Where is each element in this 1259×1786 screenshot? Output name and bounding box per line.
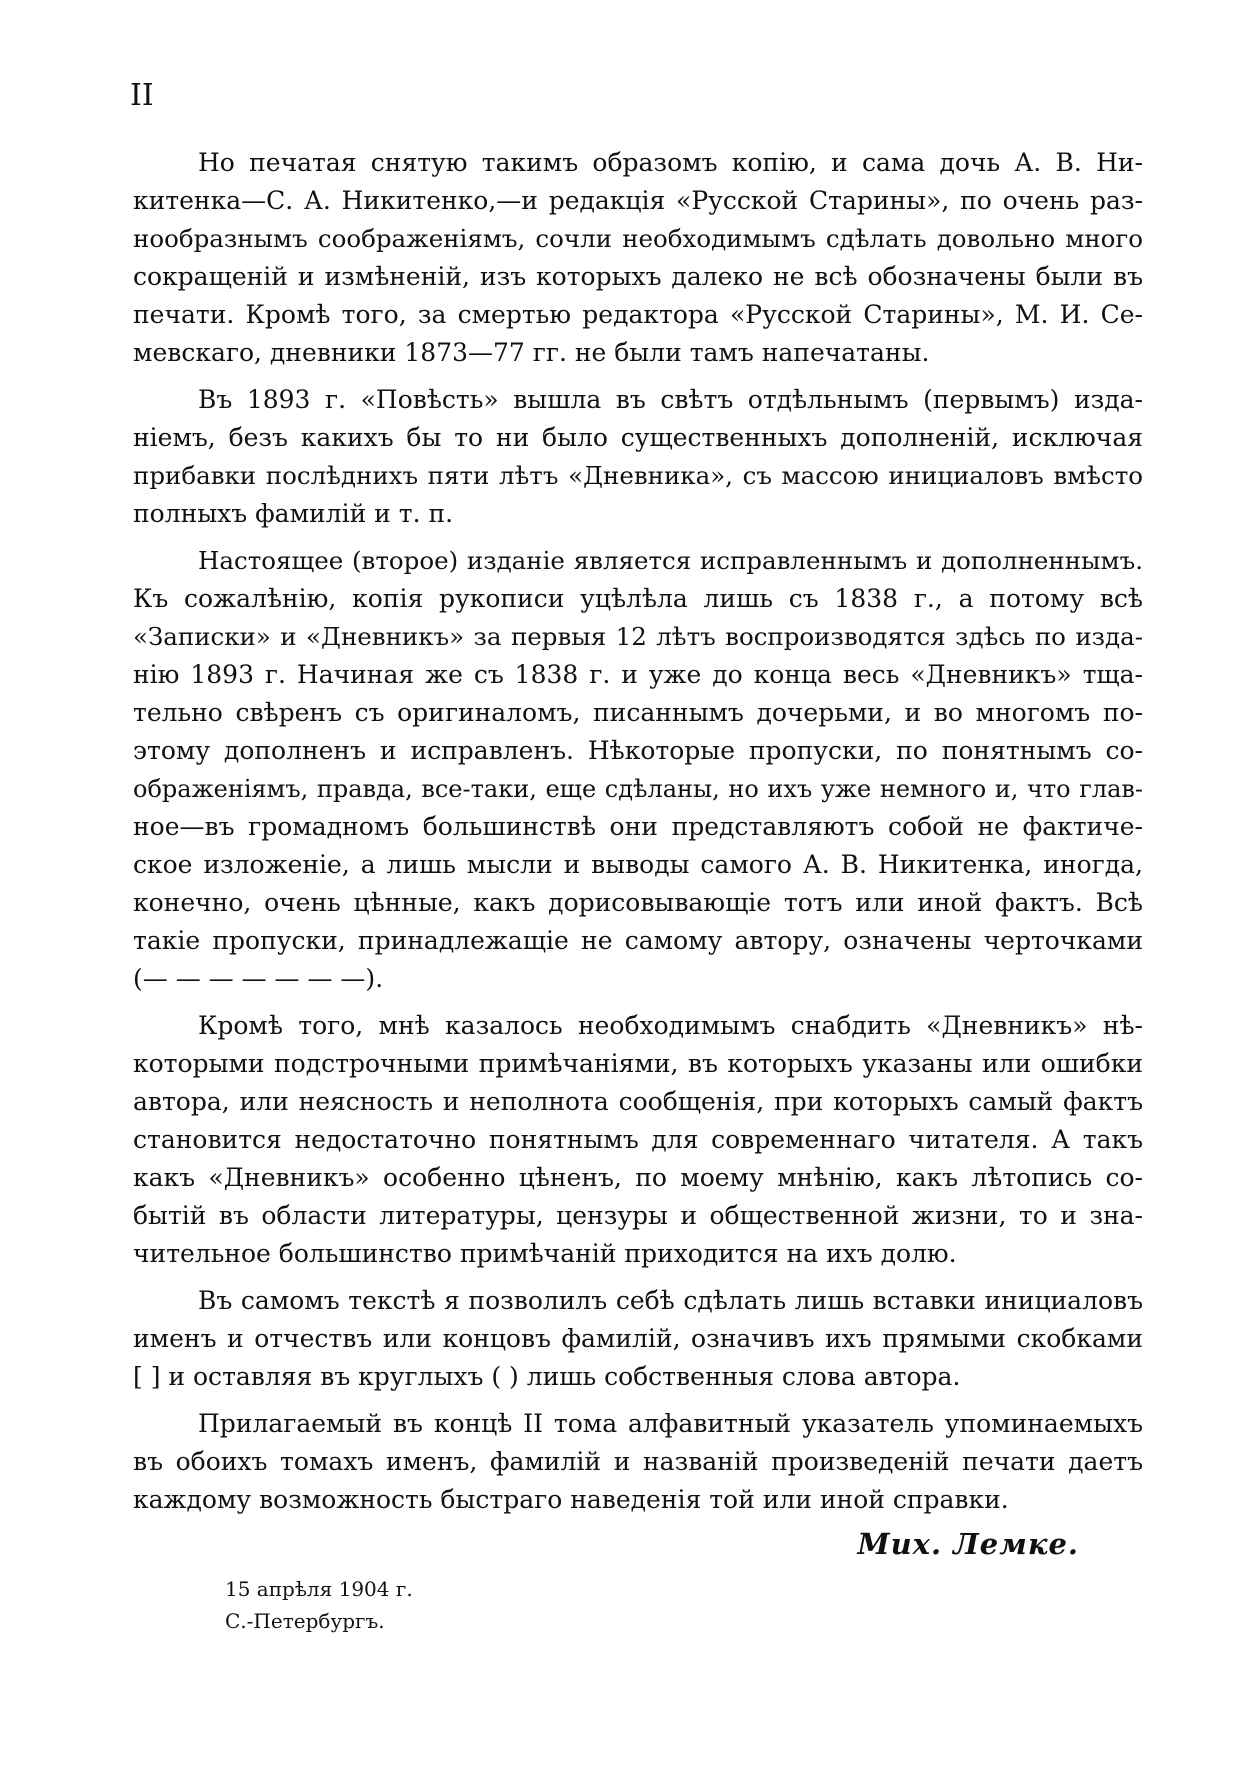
date-place-block: [225, 1573, 413, 1637]
paragraph: [133, 1405, 1143, 1519]
text-line: въ обоихъ томахъ именъ, фамилій и названій произведеній печати даетъ: [133, 1447, 1143, 1476]
author-signature: Мих. Лемке.: [857, 1527, 1079, 1561]
text-line: сокращеній и измѣненій, изъ которыхъ далеко не всѣ обозначены были въ: [133, 262, 1143, 291]
text-line: китенка—С. А. Никитенко,—и редакція «Русской Старины», по очень раз-: [133, 186, 1143, 215]
text-line: прибавки послѣднихъ пяти лѣтъ «Дневника», съ массою инициаловъ вмѣсто: [133, 461, 1143, 490]
text-line: Настоящее (второе) изданіе является исправленнымъ и дополненнымъ.: [198, 546, 1143, 575]
paragraph: [133, 542, 1143, 998]
text-line: такіе пропуски, принадлежащіе не самому автору, означены черточками: [133, 926, 1143, 955]
text-line: Прилагаемый въ концѣ II тома алфавитный указатель упоминаемыхъ: [198, 1409, 1143, 1438]
text-line: становится недостаточно понятнымъ для современнаго читателя. А такъ: [133, 1125, 1143, 1154]
text-line: нію 1893 г. Начиная же съ 1838 г. и уже до конца весь «Дневникъ» тща-: [133, 660, 1143, 689]
text-line: ское изложеніе, а лишь мысли и выводы самого А. В. Никитенка, иногда,: [133, 850, 1143, 879]
text-line: автора, или неясность и неполнота сообщенія, при которыхъ самый фактъ: [133, 1087, 1143, 1116]
text-line: [ ] и оставляя въ круглыхъ ( ) лишь собственныя слова автора.: [133, 1362, 961, 1391]
paragraph: [133, 381, 1143, 533]
text-line: ображеніямъ, правда, все-таки, еще сдѣланы, но ихъ уже немного и, что глав-: [133, 775, 1143, 803]
text-line: «Записки» и «Дневникъ» за первыя 12 лѣтъ воспроизводятся здѣсь по изда-: [133, 622, 1143, 651]
text-line: чительное большинство примѣчаній приходится на ихъ долю.: [133, 1239, 957, 1268]
text-line: ніемъ, безъ какихъ бы то ни было существенныхъ дополненій, исключая: [133, 423, 1143, 452]
paragraph: [133, 1282, 1143, 1396]
text-line: именъ и отчествъ или концовъ фамилій, означивъ ихъ прямыми скобками: [133, 1324, 1143, 1353]
text-line: этому дополненъ и исправленъ. Нѣкоторые пропуски, по понятнымъ со-: [133, 736, 1143, 765]
page-number: II: [130, 78, 154, 113]
place-line: С.-Петербургъ.: [225, 1609, 385, 1633]
text-line: конечно, очень цѣнные, какъ дорисовывающіе тотъ или иной фактъ. Всѣ: [133, 888, 1143, 917]
text-line: мевскаго, дневники 1873—77 гг. не были тамъ напечатаны.: [133, 338, 930, 367]
text-line: ное—въ громадномъ большинствѣ они представляютъ собой не фактиче-: [133, 812, 1143, 841]
text-line: полныхъ фамилій и т. п.: [133, 499, 454, 528]
text-line: какъ «Дневникъ» особенно цѣненъ, по моему мнѣнію, какъ лѣтопись со-: [133, 1163, 1143, 1192]
text-line: которыми подстрочными примѣчаніями, въ которыхъ указаны или ошибки: [133, 1049, 1143, 1078]
paragraph: [133, 144, 1143, 372]
text-line: бытій въ области литературы, цензуры и общественной жизни, то и зна-: [133, 1201, 1143, 1230]
text-line: нообразнымъ соображеніямъ, сочли необходимымъ сдѣлать довольно много: [133, 224, 1143, 253]
text-line: тельно свѣренъ съ оригиналомъ, писаннымъ дочерьми, и во многомъ по-: [133, 698, 1143, 727]
text-line: (— — — — — — —).: [133, 964, 384, 993]
text-line: Къ сожалѣнію, копія рукописи уцѣлѣла лишь съ 1838 г., а потому всѣ: [133, 584, 1143, 613]
text-line: Въ самомъ текстѣ я позволилъ себѣ сдѣлать лишь вставки инициаловъ: [198, 1286, 1143, 1315]
date-line: 15 апрѣля 1904 г.: [225, 1577, 413, 1601]
text-line: Въ 1893 г. «Повѣсть» вышла въ свѣтъ отдѣльнымъ (первымъ) изда-: [198, 385, 1143, 414]
text-line: печати. Кромѣ того, за смертью редактора «Русской Старины», М. И. Се-: [133, 300, 1143, 329]
text-line: Кромѣ того, мнѣ казалось необходимымъ снабдить «Дневникъ» нѣ-: [198, 1011, 1143, 1040]
body-text: [133, 144, 1143, 1519]
paragraph: [133, 1007, 1143, 1273]
text-line: каждому возможность быстраго наведенія той или иной справки.: [133, 1485, 1009, 1514]
text-line: Но печатая снятую такимъ образомъ копію, и сама дочь А. В. Ни-: [198, 148, 1143, 177]
